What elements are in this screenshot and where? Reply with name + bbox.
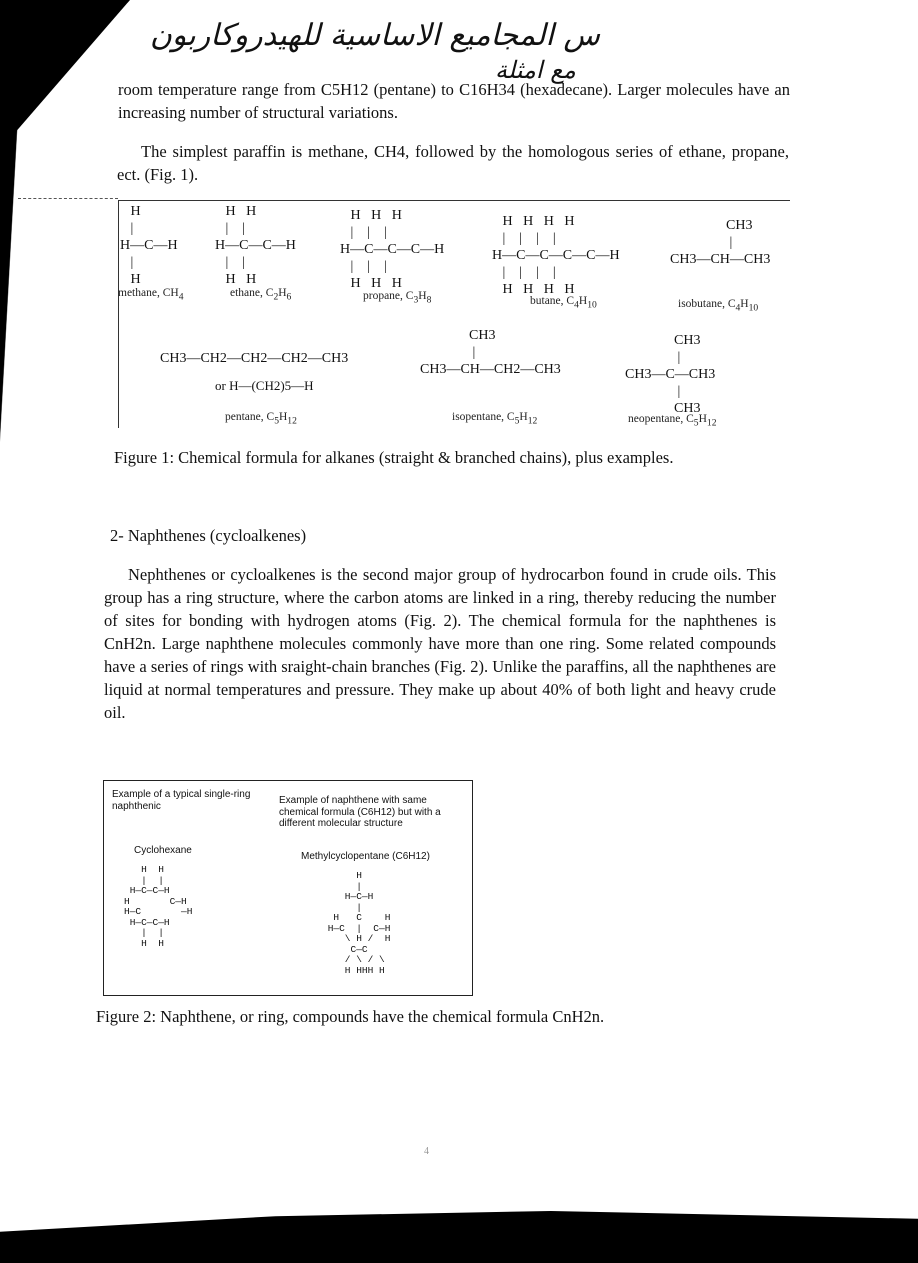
section-heading-naphthenes: 2- Naphthenes (cycloalkenes) xyxy=(110,526,307,545)
neopentane-label: neopentane, $C_5H_{12}$ xyxy=(628,413,717,429)
isopentane-structure: CH3 | CH3—CH—CH2—CH3 xyxy=(420,328,561,377)
paragraph-naphthenes: Nephthenes or cycloalkenes is the second major group of hydrocarbon found in crude oils. This group has a ring structure, where the carbon atoms are linked in a ring, thereby reducing the number of sites for bonding with hydrogen atoms (Fig. 2). The chemical formula for the naphthenes is CnH2n. Large naphthene molecules commonly have more than one ring. Some related compounds have a series of rings with sraight-chain branches (Fig. 2). Unlike the paraffins, all the naphthenes are liquid at normal temperatures and pressure. They make up about 40% of both light and heavy crude oil. xyxy=(104,565,776,722)
figure-2-right-title: Example of naphthene with same chemical formula (C6H12) but with a different molecular structure xyxy=(279,795,441,829)
neopentane-structure: CH3 | CH3—C—CH3 | CH3 xyxy=(625,333,716,416)
ethane-structure: H H | | H—C—C—H | | H H xyxy=(215,204,296,287)
handwritten-line-2: مع امثلة xyxy=(495,56,576,84)
methylcyclopentane-structure: H | H—C—H | H C H H—C | C—H \ H / H C—C / \ / \ H HHH H xyxy=(327,870,391,976)
scan-dash-mark xyxy=(18,198,118,199)
methane-structure: H | H—C—H | H xyxy=(120,204,178,287)
isobutane-structure: CH3 | CH3—CH—CH3 xyxy=(670,218,771,267)
figure-2-caption: Figure 2: Naphthene, or ring, compounds have the chemical formula CnH2n. xyxy=(96,1007,605,1026)
cyclohexane-name: Cyclohexane xyxy=(134,845,192,856)
figure-1-alkanes xyxy=(110,195,800,435)
paragraph-intro: room temperature range from C5H12 (pentane) to C16H34 (hexadecane). Larger molecules have an increasing number of structural variations. xyxy=(118,80,790,122)
methylcyclopentane-name: Methylcyclopentane (C6H12) xyxy=(301,851,430,862)
handwritten-line-1: س المجاميع الاساسية للهيدروكاربون xyxy=(149,18,600,53)
figure-1-caption: Figure 1: Chemical formula for alkanes (straight & branched chains), plus examples. xyxy=(114,448,674,467)
isopentane-label: isopentane, $C_5H_{12}$ xyxy=(452,411,538,427)
propane-structure: H H H | | | H—C—C—C—H | | | H H H xyxy=(340,208,445,291)
pentane-structure: CH3—CH2—CH2—CH2—CH3 xyxy=(160,351,349,366)
propane-label: propane, $C_3H_8$ xyxy=(363,290,432,306)
butane-structure: H H H H | | | | H—C—C—C—C—H | | | | H H H H xyxy=(492,214,620,297)
butane-label: butane, $C_4H_{10}$ xyxy=(530,295,597,311)
scan-shadow-bottom xyxy=(0,1211,918,1263)
isobutane-label: isobutane, $C_4H_{10}$ xyxy=(678,298,759,314)
figure-2-left-title: Example of a typical single-ring naphthenic xyxy=(112,789,251,812)
ethane-label: ethane, $C_2H_6$ xyxy=(230,287,292,303)
figure-2-naphthenes xyxy=(103,780,473,996)
paragraph-methane: The simplest paraffin is methane, CH4, followed by the homologous series of ethane, propane, ect. (Fig. 1). xyxy=(117,142,789,184)
scan-shadow-left xyxy=(0,0,40,720)
pentane-alt-formula: or H—(CH2)5—H xyxy=(215,378,314,393)
figure-1-left-rule xyxy=(118,200,119,428)
page-number: 4 xyxy=(424,1146,429,1157)
figure-1-top-rule xyxy=(118,200,790,201)
methane-label: methane, $CH_4$ xyxy=(118,287,184,303)
pentane-label: pentane, $C_5H_{12}$ xyxy=(225,411,297,427)
cyclohexane-structure: H H | | H—C—C—H H C—H H—C —H H—C—C—H | | H H xyxy=(124,864,193,949)
